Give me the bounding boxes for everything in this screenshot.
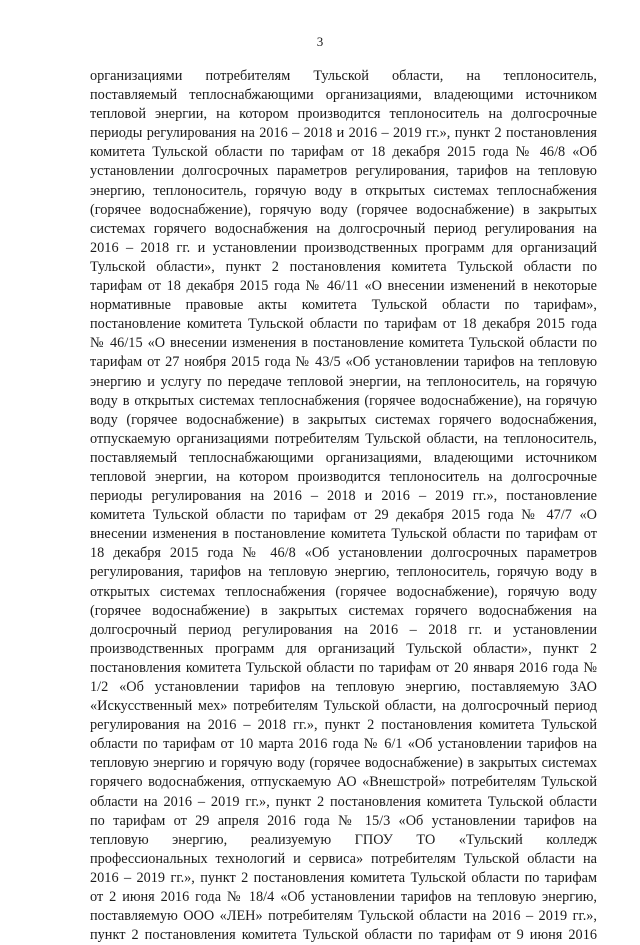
text-line: воду (горячее водоснабжение) в закрытых системах горячего водоснабжения,: [90, 411, 597, 428]
text-line: 18 декабря 2015 года № 46/8 «Об установлении долгосрочных параметров: [90, 545, 597, 562]
text-line: регулирования, тарифов на тепловую энергию, теплоноситель, горячую воду в: [90, 564, 597, 581]
text-line: поставляемый теплоснабжающими организациями, владеющими источником: [90, 87, 597, 104]
text-line: тепловую энергию и горячую воду (горячее водоснабжение) в закрытых системах: [90, 755, 597, 772]
text-line: профессиональных технологий и сервиса» потребителям Тульской области на: [90, 850, 597, 867]
text-line: области на 2016 – 2019 гг.», пункт 2 постановления комитета Тульской области: [90, 793, 597, 810]
text-line: установлении долгосрочных параметров регулирования, тарифов на тепловую: [90, 163, 597, 180]
text-line: отпускаемую организациями потребителям Тульской области, на теплоноситель,: [90, 430, 597, 447]
text-line: по тарифам от 29 апреля 2016 года № 15/3 «Об установлении тарифов на: [90, 812, 597, 829]
text-line: производственных программ для организаций Тульской области», пункт 2: [90, 640, 597, 657]
text-line: периоды регулирования на 2016 – 2018 и 2016 – 2019 гг.», пункт 2 постановления: [90, 125, 597, 142]
text-line: периоды регулирования на 2016 – 2018 и 2016 – 2019 гг.», постановление: [90, 488, 597, 505]
text-line: пункт 2 постановления комитета Тульской области по тарифам от 9 июня 2016: [90, 927, 597, 944]
text-line: нормативные правовые акты комитета Тульской области по тарифам»,: [90, 297, 597, 314]
text-line: энергию и услугу по передаче тепловой энергии, на теплоноситель, на горячую: [90, 373, 597, 390]
text-line: постановления комитета Тульской области по тарифам от 20 января 2016 года №: [90, 659, 597, 676]
text-line: открытых системах теплоснабжения (горячее водоснабжение), горячую воду: [90, 583, 597, 600]
text-line: «Искусственный мех» потребителям Тульской области, на долгосрочный период: [90, 698, 597, 715]
text-line: долгосрочный период регулирования на 2016 – 2018 гг. и установлении: [90, 621, 597, 638]
text-line: 1/2 «Об установлении тарифов на тепловую энергию, поставляемую ЗАО: [90, 679, 597, 695]
document-body: [90, 67, 597, 945]
text-line: комитета Тульской области по тарифам от 18 декабря 2015 года № 46/8 «Об: [90, 144, 597, 161]
text-line: № 46/15 «О внесении изменения в постановление комитета Тульской области по: [90, 335, 597, 352]
text-line: от 2 июня 2016 года № 18/4 «Об установлении тарифов на тепловую энергию,: [90, 889, 597, 906]
text-line: организациями потребителям Тульской области, на теплоноситель,: [90, 68, 597, 84]
text-line: 2016 – 2018 гг. и установлении производственных программ для организаций: [90, 239, 597, 256]
text-line: горячего водоснабжения, отпускаемую АО «Внешстрой» потребителям Тульской: [90, 774, 597, 791]
text-line: тарифам от 27 ноября 2015 года № 43/5 «Об установлении тарифов на тепловую: [90, 354, 597, 371]
text-line: поставляемый теплоснабжающими организациями, владеющими источником: [90, 449, 597, 466]
text-line: 2016 – 2019 гг.», пункт 2 постановления комитета Тульской области по тарифам: [90, 869, 597, 886]
text-line: внесении изменения в постановление комитета Тульской области по тарифам от: [90, 526, 597, 543]
text-line: тепловой энергии, на котором производится теплоноситель на долгосрочные: [90, 106, 597, 123]
text-line: (горячее водоснабжение), горячую воду (горячее водоснабжение) в закрытых: [90, 201, 597, 218]
text-line: регулирования на 2016 – 2018 гг.», пункт 2 постановления комитета Тульской: [90, 717, 597, 734]
text-line: области по тарифам от 10 марта 2016 года № 6/1 «Об установлении тарифов на: [90, 736, 597, 753]
text-line: тарифам от 18 декабря 2015 года № 46/11 «О внесении изменений в некоторые: [90, 278, 597, 295]
text-line: воду в открытых системах теплоснабжения (горячее водоснабжение), на горячую: [90, 392, 597, 409]
text-line: системах горячего водоснабжения на долгосрочный период регулирования на: [90, 220, 597, 237]
text-line: постановление комитета Тульской области по тарифам от 18 декабря 2015 года: [90, 316, 597, 333]
text-line: комитета Тульской области по тарифам от 29 декабря 2015 года № 47/7 «О: [90, 507, 597, 524]
text-line: тепловую энергию, реализуемую ГПОУ ТО «Тульский колледж: [90, 831, 597, 848]
text-line: (горячее водоснабжение) в закрытых системах горячего водоснабжения на: [90, 602, 597, 619]
text-line: энергию, теплоноситель, горячую воду в открытых системах теплоснабжения: [90, 182, 597, 199]
text-line: поставляемую ООО «ЛЕН» потребителям Тульской области на 2016 – 2019 гг.»,: [90, 908, 597, 925]
page-number: 3: [316, 34, 324, 49]
text-line: тепловой энергии, на котором производится теплоноситель на долгосрочные: [90, 468, 597, 485]
text-line: Тульской области», пункт 2 постановления комитета Тульской области по: [90, 258, 597, 275]
